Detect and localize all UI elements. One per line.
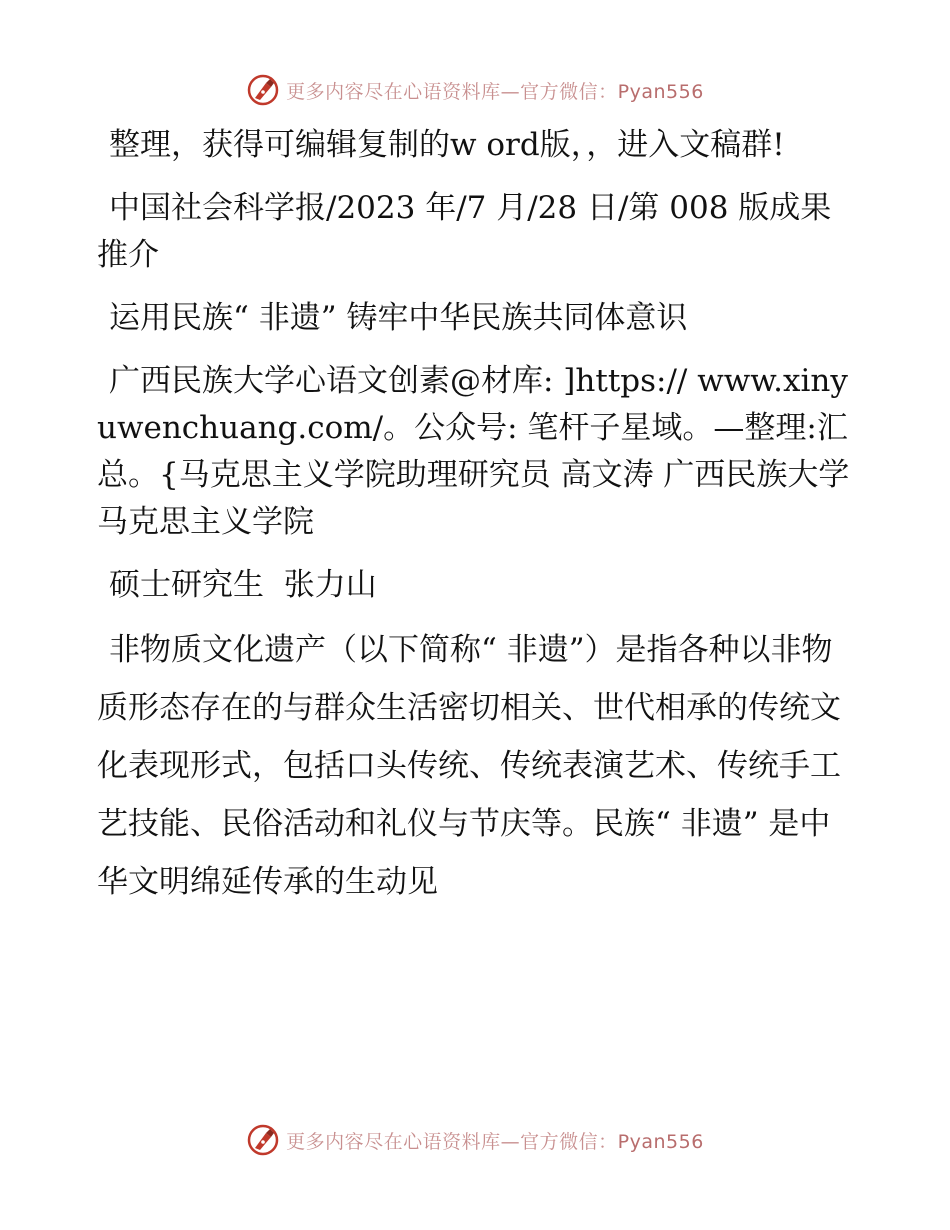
body-paragraph: 非物质文化遗产（以下简称“ 非遗”）是指各种以非物质形态存在的与群众生活密切相关、世代相承的传统文化表现形式，包括口头传统、传统表演艺术、传统手工艺技能、民俗活动和礼仪与节庆等。民族“ 非遗” 是中华文明绵延传承的生动见 <box>97 632 841 900</box>
header-banner-account: Pyan556 <box>617 80 704 103</box>
document-content <box>97 122 857 911</box>
footer-banner <box>0 1120 950 1160</box>
header-banner-text: 更多内容尽在心语资料库—官方微信： <box>286 80 618 103</box>
authors-paragraph: 广西民族大学心语文创素@材库: ]https:// www.xinyuwenchuang.com/。公众号: 笔杆子星域。—整理:汇总。{马克思主义学院助理研究员 高文涛 广西民族大学马克思主义学院 <box>97 363 850 540</box>
source-paragraph: 中国社会科学报/2023 年/7 月/28 日/第 008 版成果推介 <box>97 190 832 273</box>
header-banner <box>0 70 950 110</box>
article-title: 运用民族“ 非遗” 铸牢中华民族共同体意识 <box>109 300 688 336</box>
intro-paragraph: 整理，获得可编辑复制的w ord版，，进入文稿群! <box>109 127 785 163</box>
second-author: 硕士研究生 张力山 <box>109 567 377 603</box>
pen-logo-icon <box>246 1123 280 1157</box>
footer-banner-account: Pyan556 <box>617 1130 704 1153</box>
footer-banner-text: 更多内容尽在心语资料库—官方微信： <box>286 1130 618 1153</box>
pen-logo-icon <box>246 73 280 107</box>
